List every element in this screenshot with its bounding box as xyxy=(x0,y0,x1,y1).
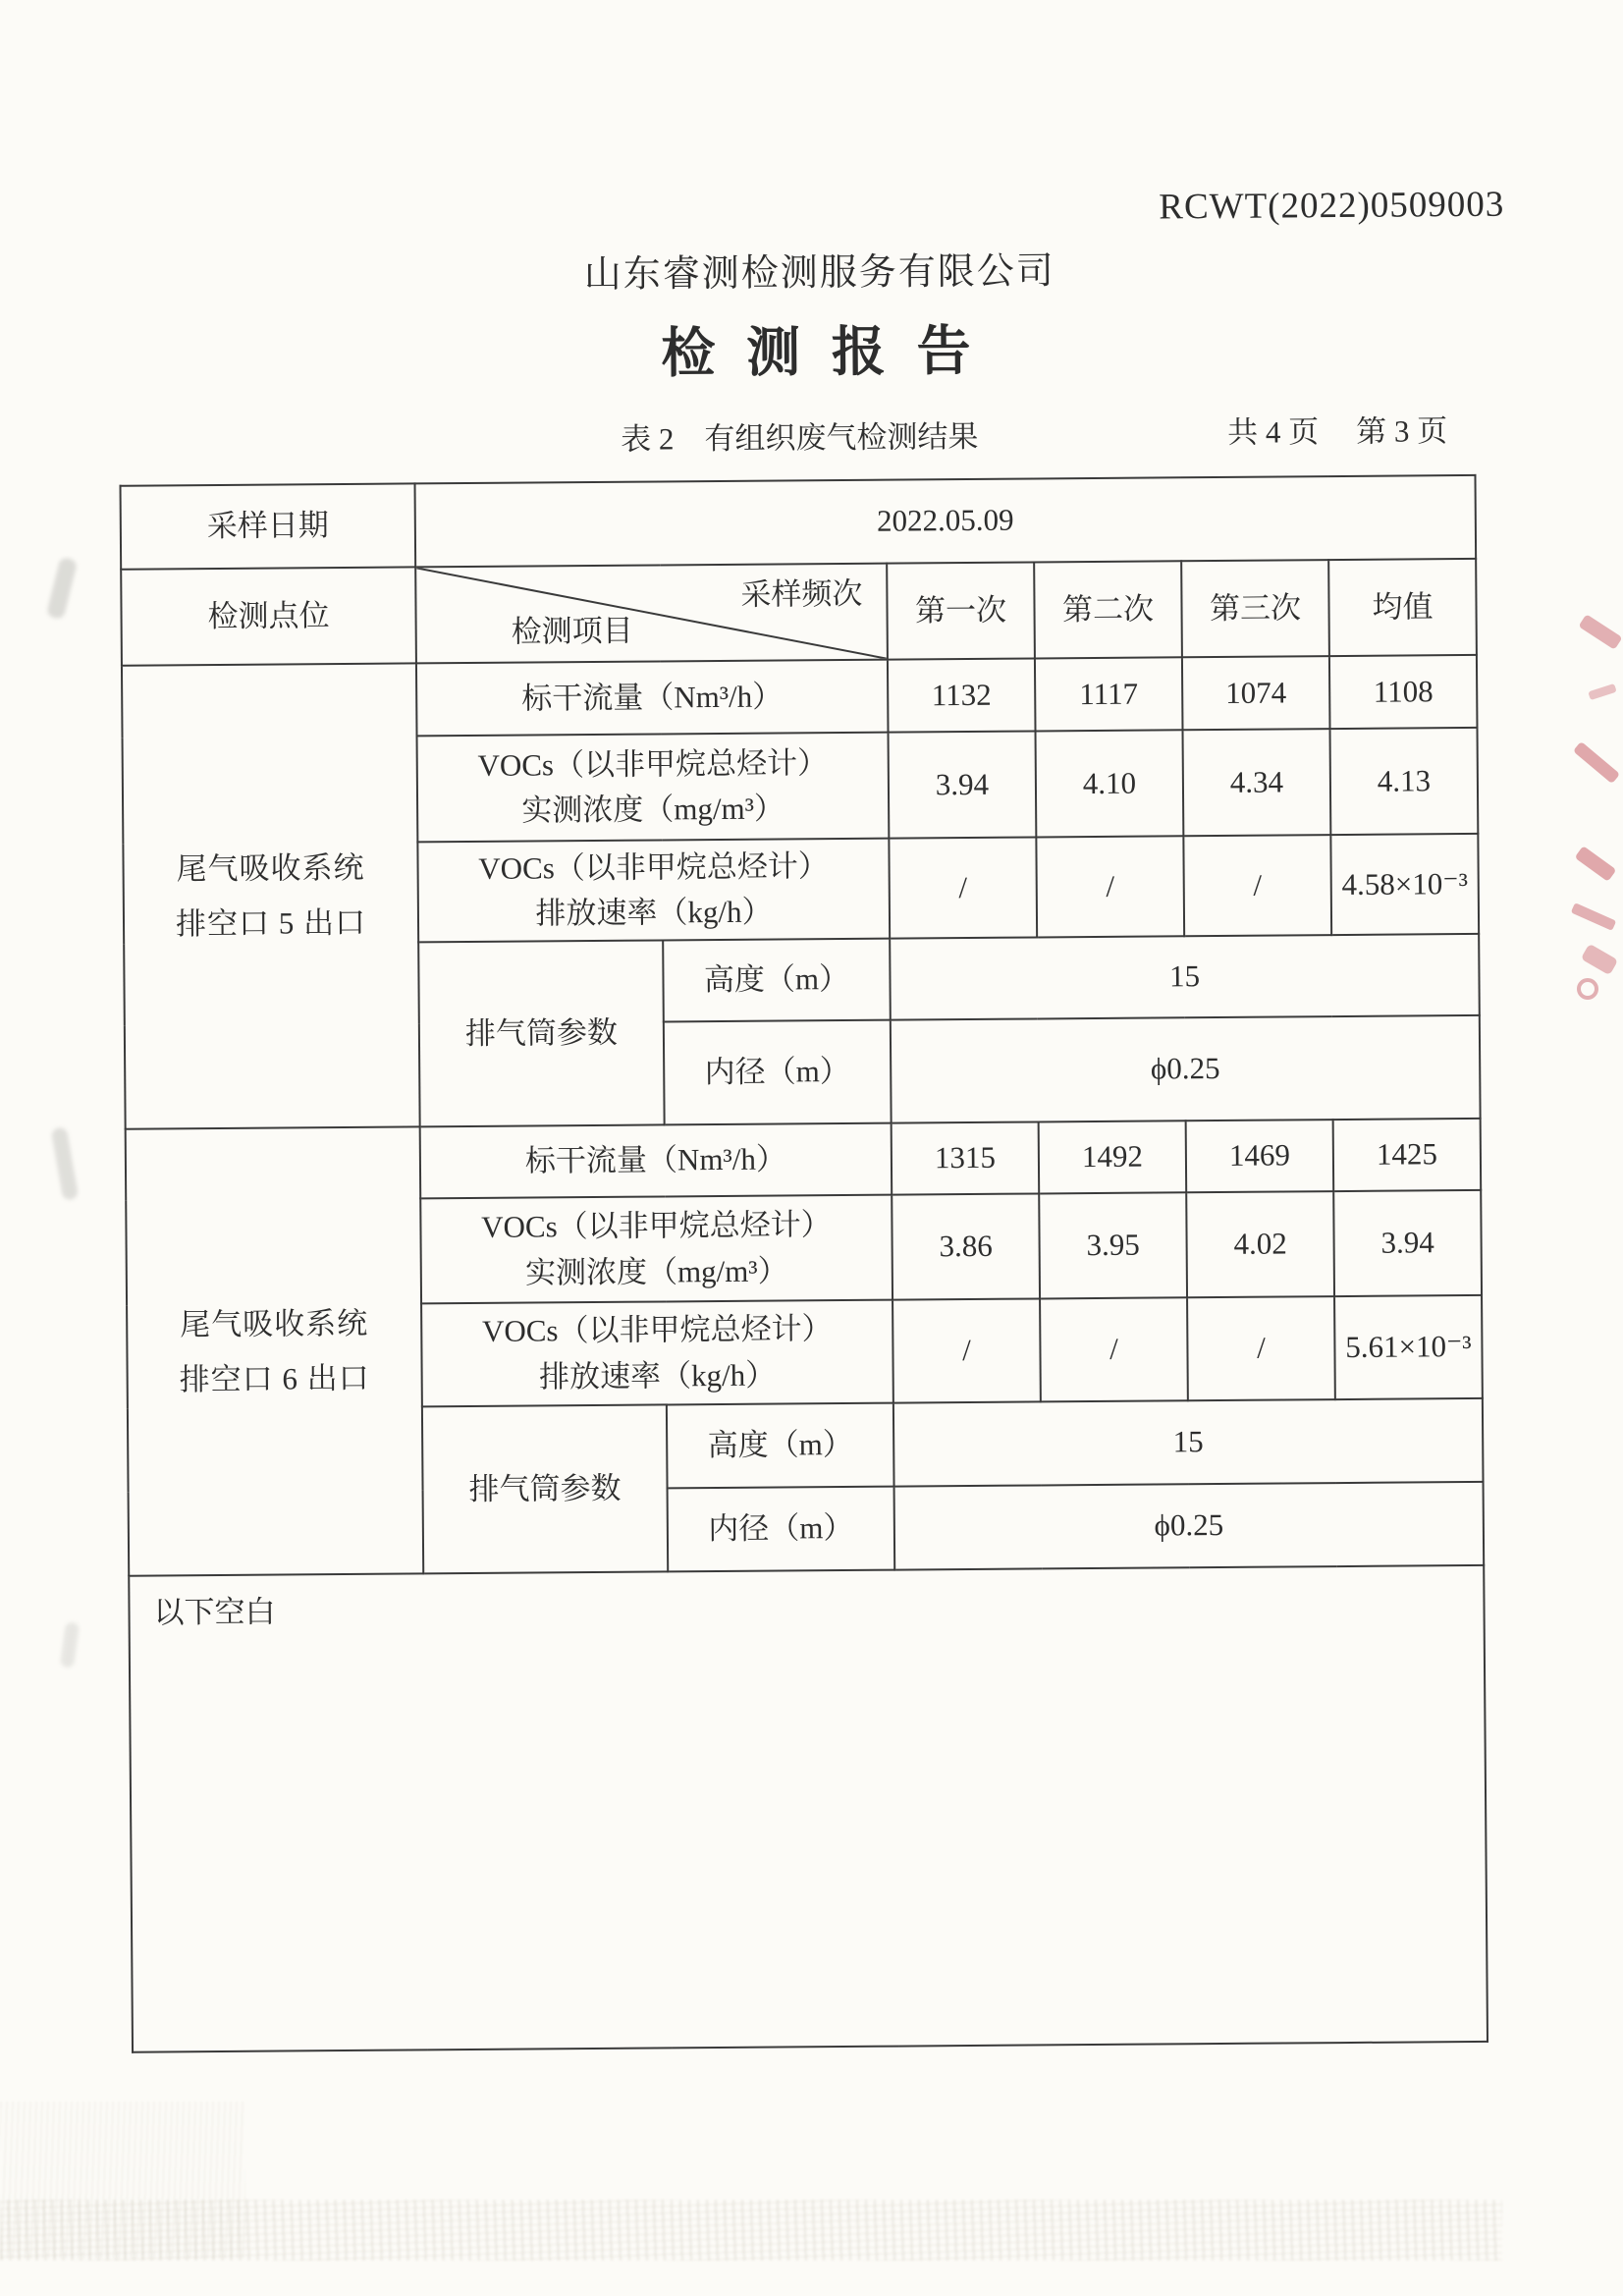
pagination xyxy=(1227,406,1447,452)
stack-diameter-label: 内径（m） xyxy=(668,1487,895,1572)
item-label xyxy=(421,1300,893,1407)
stack-diameter-label: 内径（m） xyxy=(664,1020,892,1125)
item-label xyxy=(417,839,890,943)
point-name-line2: 排空口 6 出口 xyxy=(179,1360,370,1396)
stack-height-label: 高度（m） xyxy=(663,939,891,1022)
value-cell: 1469 xyxy=(1186,1120,1334,1192)
stack-height-value: 15 xyxy=(890,934,1480,1020)
blank-row xyxy=(129,1565,1488,2052)
sampling-date-label: 采样日期 xyxy=(121,483,416,569)
stack-diameter-value: ϕ0.25 xyxy=(894,1482,1485,1570)
freq-header-avg: 均值 xyxy=(1328,559,1477,656)
item-line1: VOCs（以非甲烷总烃计） xyxy=(477,744,829,783)
value-cell: / xyxy=(889,837,1037,938)
value-cell: 4.10 xyxy=(1036,730,1184,837)
stack-params-label: 排气筒参数 xyxy=(422,1404,668,1573)
item-line1: VOCs（以非甲烷总烃计） xyxy=(481,1207,832,1244)
page-total: 共 4 页 xyxy=(1226,414,1320,450)
value-cell: / xyxy=(1187,1296,1335,1400)
stamp-fragment xyxy=(1577,978,1598,1000)
value-cell: 1108 xyxy=(1329,655,1478,729)
item-line1: VOCs（以非甲烷总烃计） xyxy=(478,847,829,886)
value-cell: / xyxy=(893,1298,1041,1402)
value-cell: 3.95 xyxy=(1039,1192,1187,1298)
table-row xyxy=(122,655,1478,738)
value-cell: 4.02 xyxy=(1186,1191,1334,1297)
item-line2: 排放速率（kg/h） xyxy=(538,1357,777,1394)
item-label xyxy=(420,1195,893,1304)
point-name-line1: 尾气吸收系统 xyxy=(180,1305,369,1342)
point-name-line2: 排空口 5 出口 xyxy=(175,904,367,942)
results-table xyxy=(120,474,1489,2053)
freq-header-2: 第二次 xyxy=(1034,561,1182,658)
stack-diameter-value: ϕ0.25 xyxy=(891,1015,1481,1123)
diagonal-bottom-label: 检测项目 xyxy=(511,613,633,649)
point-column-header: 检测点位 xyxy=(121,567,416,665)
value-cell: 1132 xyxy=(888,658,1036,732)
value-cell: 5.61×10⁻³ xyxy=(1334,1295,1483,1399)
item-label: 标干流量（Nm³/h） xyxy=(420,1123,893,1199)
item-label xyxy=(417,733,890,843)
item-line2: 实测浓度（mg/m³） xyxy=(524,1252,788,1290)
company-name: 山东睿测检测服务有限公司 xyxy=(583,250,1055,297)
diagonal-header-cell xyxy=(415,564,888,664)
item-line2: 实测浓度（mg/m³） xyxy=(521,791,785,828)
blank-note: 以下空白 xyxy=(153,1594,276,1630)
value-cell: / xyxy=(1183,835,1331,936)
value-cell: / xyxy=(1036,836,1184,937)
value-cell: 4.58×10⁻³ xyxy=(1330,834,1479,935)
value-cell: / xyxy=(1040,1297,1188,1401)
value-cell: 1117 xyxy=(1035,657,1183,731)
value-cell: 4.13 xyxy=(1329,728,1478,835)
scan-noise-band xyxy=(0,2200,1502,2261)
value-cell: 1425 xyxy=(1333,1119,1482,1191)
table-caption: 表 2 有组织废气检测结果 xyxy=(621,418,979,457)
freq-header-3: 第三次 xyxy=(1181,560,1329,657)
value-cell: 3.94 xyxy=(1333,1190,1482,1296)
table-row xyxy=(126,1119,1482,1201)
point-cell-outlet6 xyxy=(126,1126,424,1575)
report-title: 检 测 报 告 xyxy=(661,320,980,384)
stack-height-label: 高度（m） xyxy=(667,1403,894,1489)
point-cell-outlet5 xyxy=(122,663,420,1128)
freq-header-1: 第一次 xyxy=(887,562,1035,659)
header-row xyxy=(121,559,1477,666)
value-cell: 1315 xyxy=(892,1121,1040,1194)
item-line1: VOCs（以非甲烷总烃计） xyxy=(481,1311,833,1348)
value-cell: 1492 xyxy=(1039,1121,1187,1193)
report-number: RCWT(2022)0509003 xyxy=(1159,184,1505,228)
value-cell: 4.34 xyxy=(1183,729,1331,836)
blank-note-cell xyxy=(129,1565,1488,2052)
sampling-date-row xyxy=(121,475,1477,570)
item-line2: 排放速率（kg/h） xyxy=(535,894,773,931)
page-current: 第 3 页 xyxy=(1355,413,1448,449)
value-cell: 3.86 xyxy=(892,1193,1040,1299)
diagonal-top-label: 采样频次 xyxy=(740,575,863,612)
value-cell: 3.94 xyxy=(889,731,1037,838)
point-name-line1: 尾气吸收系统 xyxy=(176,850,365,887)
value-cell: 1074 xyxy=(1182,656,1330,730)
item-label: 标干流量（Nm³/h） xyxy=(416,660,889,737)
stack-params-label: 排气筒参数 xyxy=(418,940,664,1126)
sampling-date-value: 2022.05.09 xyxy=(415,475,1477,567)
stack-height-value: 15 xyxy=(893,1398,1484,1487)
